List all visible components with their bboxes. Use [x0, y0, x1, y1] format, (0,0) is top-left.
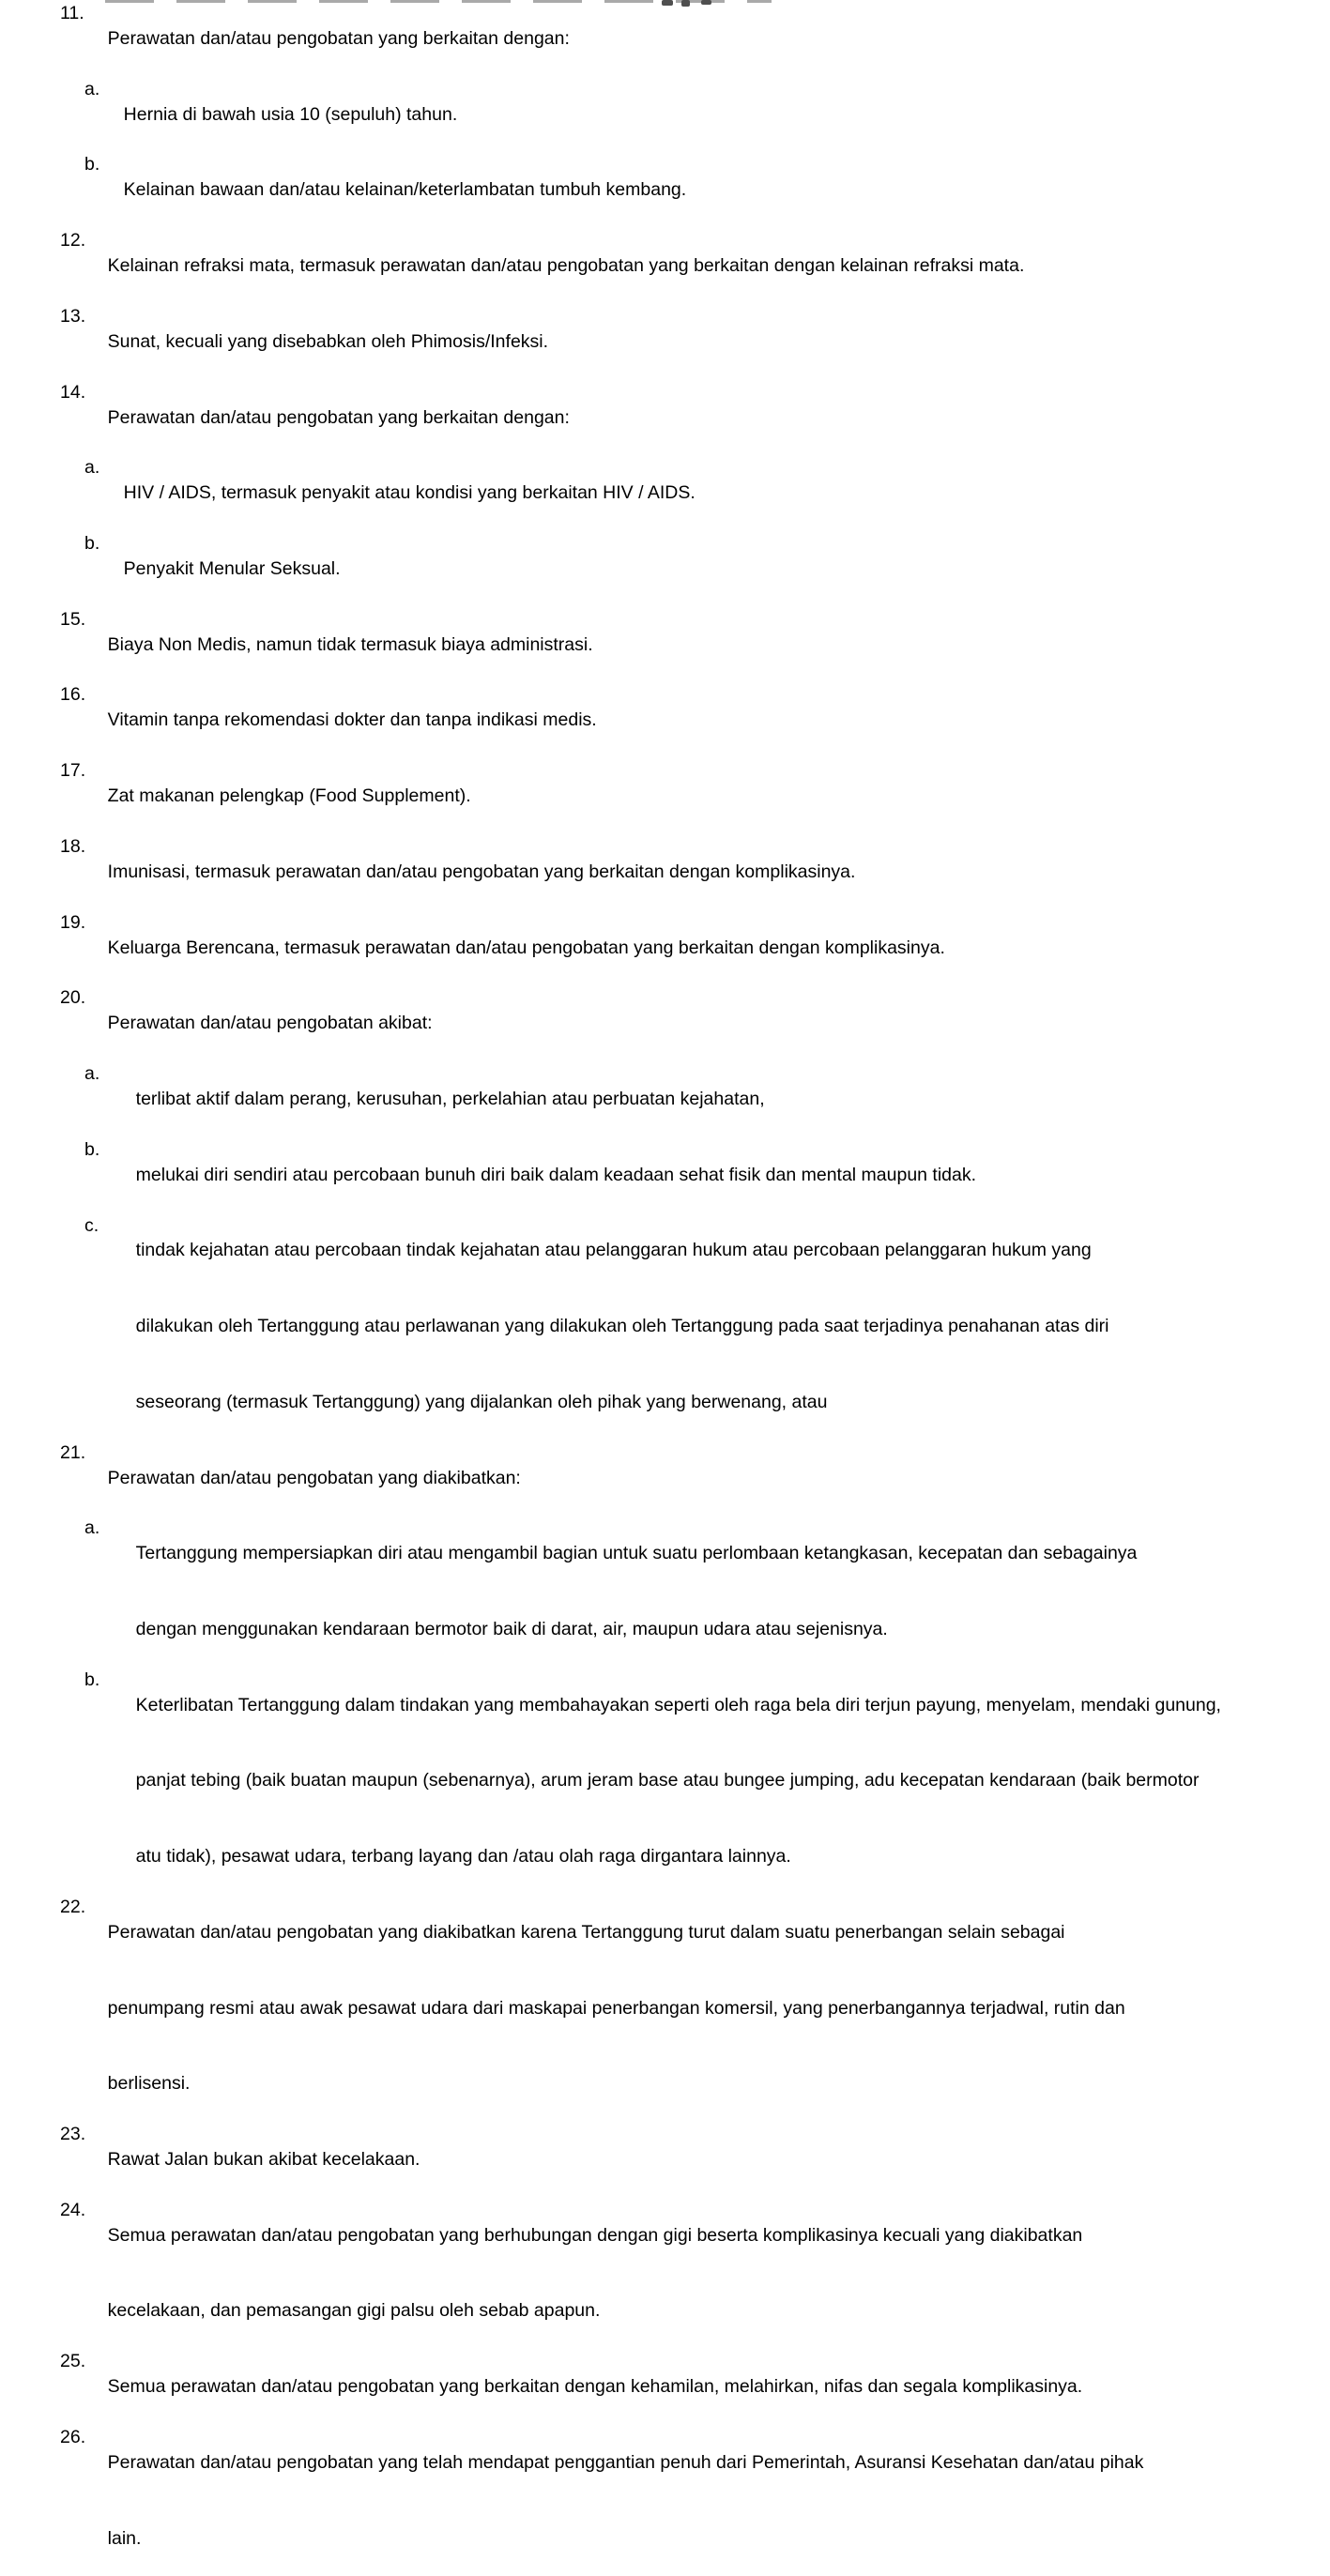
document-line [0, 531, 1330, 607]
line-text: Kelainan bawaan dan/atau kelainan/keterlambatan tumbuh kembang. [123, 179, 687, 201]
document-line [0, 1819, 1330, 1895]
line-text: Biaya Non Medis, namun tidak termasuk biaya administrasi. [107, 633, 593, 655]
list-marker: a. [84, 1063, 100, 1085]
document-line [0, 1895, 1330, 1971]
document-line [0, 228, 1330, 304]
line-text: Semua perawatan dan/atau pengobatan yang berhubungan dengan gigi beserta komplikasinya kecuali yang diakibatkan [107, 2224, 1083, 2246]
line-text: dengan menggunakan kendaraan bermotor baik di darat, air, maupun udara atau sejenisnya. [135, 1619, 888, 1639]
line-text: Semua perawatan dan/atau pengobatan yang berkaitan dengan kehamilan, melahirkan, nifas dan segala komplikasinya. [107, 2376, 1083, 2398]
document-line [0, 2046, 1330, 2122]
line-text: kecelakaan, dan pemasangan gigi palsu oleh sebab apapun. [107, 2300, 601, 2322]
document-line [0, 1971, 1330, 2047]
line-text: terlibat aktif dalam perang, kerusuhan, perkelahian atau perbuatan kejahatan, [135, 1088, 765, 1109]
list-marker: 16. [60, 684, 86, 706]
list-marker: b. [84, 154, 100, 175]
document-line [0, 607, 1330, 683]
line-text: Perawatan dan/atau pengobatan yang berkaitan dengan: [107, 406, 570, 428]
line-text: Sunat, kecuali yang disebabkan oleh Phimosis/Infeksi. [107, 330, 549, 352]
list-marker: a. [84, 457, 100, 479]
document-line [0, 1213, 1330, 1289]
document-line [0, 1061, 1330, 1137]
document-line [0, 834, 1330, 910]
line-text: Penyakit Menular Seksual. [123, 557, 341, 579]
document-line [0, 455, 1330, 531]
line-text: Perawatan dan/atau pengobatan yang diakibatkan karena Tertanggung turut dalam suatu penerbangan selain sebagai [107, 1921, 1065, 1943]
list-marker: b. [84, 1669, 100, 1690]
list-marker: 19. [60, 911, 86, 933]
line-text: penumpang resmi atau awak pesawat udara dari maskapai penerbangan komersil, yang penerbangannya terjadwal, rutin dan [107, 1997, 1125, 2019]
list-marker: b. [84, 533, 100, 555]
line-text: melukai diri sendiri atau percobaan bunuh diri baik dalam keadaan sehat fisik dan mental maupun tidak. [135, 1164, 977, 1185]
list-marker: 22. [60, 1896, 86, 1917]
line-text: Perawatan dan/atau pengobatan akibat: [107, 1013, 433, 1034]
document-line [0, 1516, 1330, 1592]
line-text: dilakukan oleh Tertanggung atau perlawanan yang dilakukan oleh Tertanggung pada saat terjadinya penahanan atas diri [135, 1316, 1109, 1337]
line-text: tindak kejahatan atau percobaan tindak kejahatan atau pelanggaran hukum atau percobaan pelanggaran hukum yang [135, 1240, 1092, 1261]
list-marker: a. [84, 78, 100, 99]
list-marker: 15. [60, 608, 86, 630]
line-text: Vitamin tanpa rekomendasi dokter dan tanpa indikasi medis. [107, 709, 597, 731]
line-text: Rawat Jalan bukan akibat kecelakaan. [107, 2149, 420, 2171]
document-line [0, 910, 1330, 986]
line-text: atu tidak), pesawat udara, terbang layang dan /atau olah raga dirgantara lainnya. [135, 1846, 791, 1867]
list-marker: a. [84, 1517, 100, 1539]
document-line [0, 1, 1330, 77]
document-line [0, 1288, 1330, 1364]
document-line [0, 77, 1330, 153]
document-line [0, 1137, 1330, 1213]
document-line [0, 2198, 1330, 2274]
document-line [0, 985, 1330, 1061]
line-text: Kelainan refraksi mata, termasuk perawatan dan/atau pengobatan yang berkaitan dengan kelainan refraksi mata. [107, 255, 1025, 277]
line-text: berlisensi. [107, 2073, 191, 2095]
list-marker: 26. [60, 2427, 86, 2447]
line-text: seseorang (termasuk Tertanggung) yang dijalankan oleh pihak yang berwenang, atau [135, 1391, 828, 1412]
list-marker: 14. [60, 381, 86, 403]
document-line [0, 2425, 1330, 2501]
list-marker: 18. [60, 835, 86, 857]
document-line [0, 1668, 1330, 1744]
document-line [0, 2122, 1330, 2198]
list-marker: 25. [60, 2351, 86, 2372]
line-text: Hernia di bawah usia 10 (sepuluh) tahun. [123, 103, 458, 125]
list-marker: 17. [60, 760, 86, 782]
document-line [0, 682, 1330, 758]
list-marker: 11. [60, 3, 84, 23]
document-line [0, 1364, 1330, 1440]
line-text: Perawatan dan/atau pengobatan yang berkaitan dengan: [107, 27, 570, 49]
line-text: Imunisasi, termasuk perawatan dan/atau pengobatan yang berkaitan dengan komplikasinya. [107, 861, 856, 882]
list-marker: 23. [60, 2124, 86, 2145]
list-marker: 20. [60, 987, 86, 1009]
document-line [0, 380, 1330, 456]
line-text: Tertanggung mempersiapkan diri atau mengambil bagian untuk suatu perlombaan ketangkasan, kecepatan dan sebagainya [135, 1543, 1138, 1564]
list-marker: c. [84, 1214, 99, 1236]
document-line [0, 152, 1330, 228]
document-line [0, 2274, 1330, 2350]
line-text: Keterlibatan Tertanggung dalam tindakan yang membahayakan seperti oleh raga bela diri terjun payung, menyelam, mendaki gunung, [135, 1694, 1221, 1715]
list-marker: 24. [60, 2199, 86, 2220]
list-marker: b. [84, 1138, 100, 1160]
line-text: Perawatan dan/atau pengobatan yang telah mendapat penggantian penuh dari Pemerintah, Asuransi Kesehatan dan/atau pihak [107, 2451, 1144, 2473]
document-line [0, 304, 1330, 380]
line-text: Keluarga Berencana, termasuk perawatan dan/atau pengobatan yang berkaitan dengan komplikasinya. [107, 937, 945, 958]
exclusions-list [0, 1, 1330, 2576]
list-marker: 21. [60, 1441, 86, 1463]
document-line [0, 2349, 1330, 2425]
document-line [0, 1440, 1330, 1517]
line-text: Perawatan dan/atau pengobatan yang diakibatkan: [107, 1467, 521, 1488]
line-text: Zat makanan pelengkap (Food Supplement). [107, 785, 471, 807]
document-line [0, 2501, 1330, 2576]
line-text: HIV / AIDS, termasuk penyakit atau kondisi yang berkaitan HIV / AIDS. [123, 482, 696, 504]
document-line [0, 758, 1330, 834]
list-marker: 13. [60, 305, 86, 327]
line-text: lain. [107, 2527, 142, 2549]
document-line [0, 1744, 1330, 1820]
list-marker: 12. [60, 230, 86, 252]
document-line [0, 1592, 1330, 1668]
line-text: panjat tebing (baik buatan maupun (sebenarnya), arum jeram base atau bungee jumping, adu kecepatan kendaraan (baik bermotor [135, 1770, 1200, 1791]
